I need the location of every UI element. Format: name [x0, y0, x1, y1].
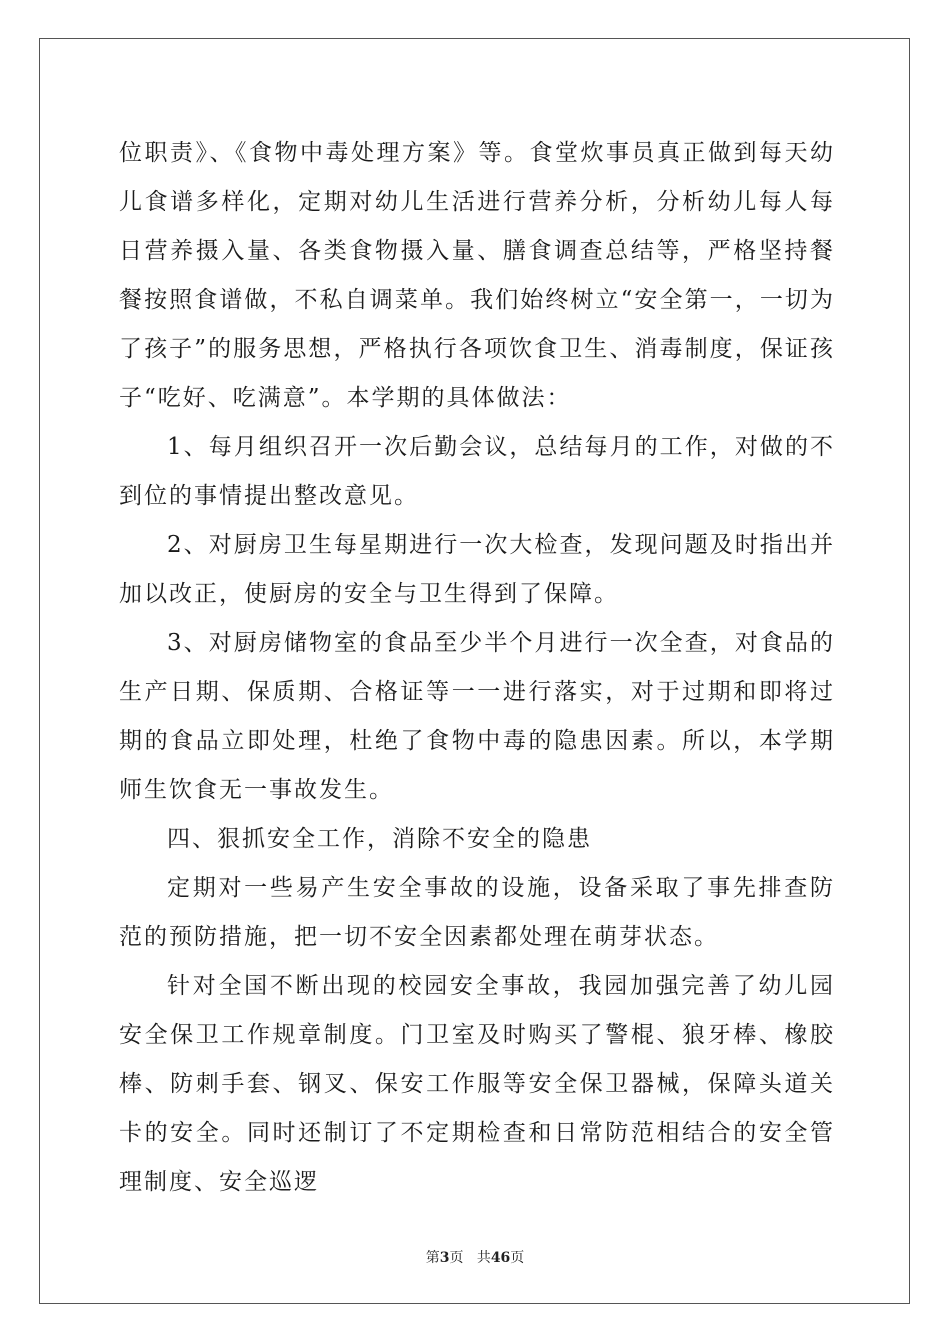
paragraph: 位职责》、《食物中毒处理方案》等。食堂炊事员真正做到每天幼儿食谱多样化，定期对幼儿生活进行营养分析，分析幼儿每人每日营养摄入量、各类食物摄入量、膳食调查总结等，严格坚持餐餐按照食谱做，不私自调菜单。我们始终树立“安全第一，一切为了孩子”的服务思想，严格执行各项饮食卫生、消毒制度，保证孩子“吃好、吃满意”。本学期的具体做法：	[119, 140, 835, 411]
paragraph: 3、对厨房储物室的食品至少半个月进行一次全查，对食品的生产日期、保质期、合格证等一一进行落实，对于过期和即将过期的食品立即处理，杜绝了食物中毒的隐患因素。所以，本学期师生饮食无一事故发生。	[119, 630, 835, 803]
document-body	[119, 129, 835, 1207]
paragraph: 1、每月组织召开一次后勤会议，总结每月的工作，对做的不到位的事情提出整改意见。	[119, 434, 835, 509]
section-heading: 四、狠抓安全工作，消除不安全的隐患	[167, 826, 592, 852]
page-footer	[0, 1247, 950, 1267]
footer-total-pages: 46	[490, 1250, 511, 1266]
paragraph: 针对全国不断出现的校园安全事故，我园加强完善了幼儿园安全保卫工作规章制度。门卫室及时购买了警棍、狼牙棒、橡胶棒、防刺手套、钢叉、保安工作服等安全保卫器械，保障头道关卡的安全。同时还制订了不定期检查和日常防范相结合的安全管理制度、安全巡逻	[119, 973, 835, 1195]
footer-page-number: 3	[439, 1250, 450, 1266]
footer-page-suffix: 页	[449, 1250, 464, 1266]
footer-total-suffix: 页	[510, 1250, 525, 1266]
footer-page-prefix: 第	[425, 1250, 440, 1266]
paragraph: 定期对一些易产生安全事故的设施，设备采取了事先排查防范的预防措施，把一切不安全因素都处理在萌芽状态。	[119, 875, 835, 950]
paragraph: 2、对厨房卫生每星期进行一次大检查，发现问题及时指出并加以改正，使厨房的安全与卫生得到了保障。	[119, 532, 835, 607]
footer-total-prefix: 共	[476, 1250, 491, 1266]
